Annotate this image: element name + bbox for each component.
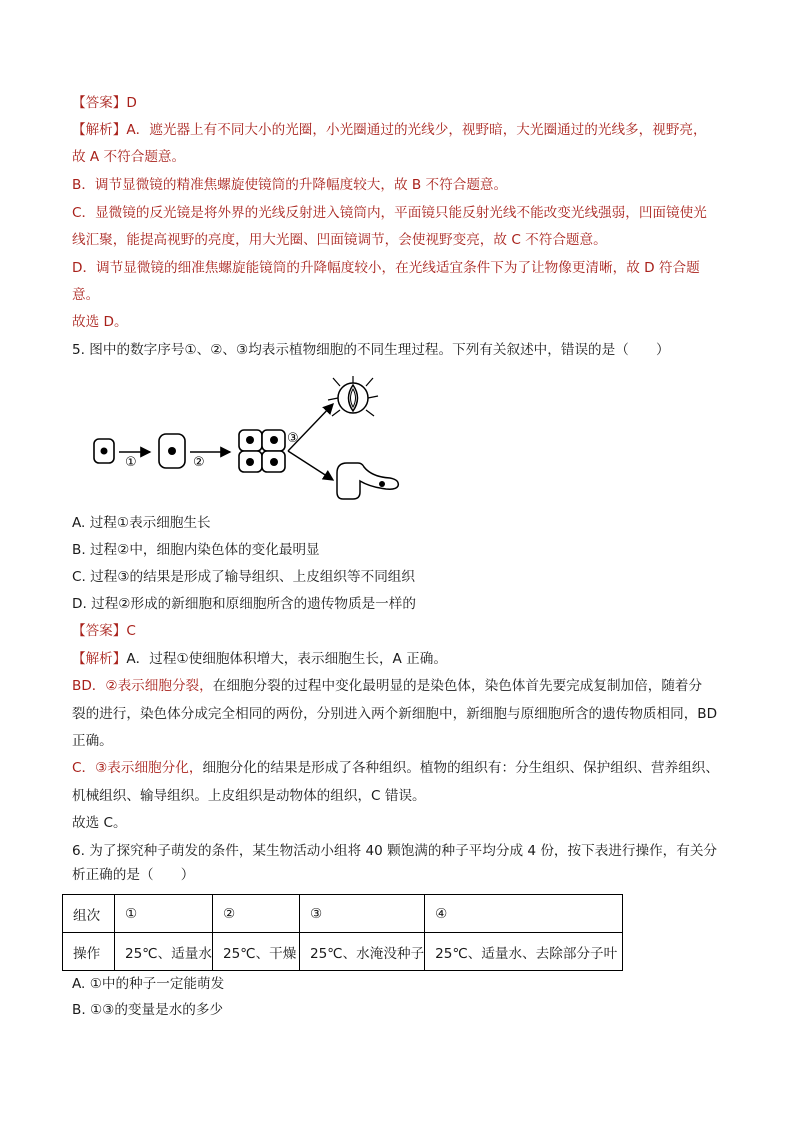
q5-analysis-line-1 bbox=[72, 650, 447, 668]
q4-analysis-line-3: B．调节显微镜的精准焦螺旋使镜筒的升降幅度较大，故 B 不符合题意。 bbox=[72, 177, 508, 193]
table-cell: ④ bbox=[425, 895, 623, 933]
table-cell: ③ bbox=[300, 895, 425, 933]
stomata-cell bbox=[328, 376, 378, 416]
table-cell: 25℃、水淹没种子 bbox=[300, 933, 425, 971]
analysis-text: 在细胞分裂的过程中变化最明显的是染色体，染色体首先要完成复制加倍，随着分 bbox=[212, 678, 703, 694]
analysis-text: A．遮光器上有不同大小的光圈，小光圈通过的光线少，视野暗，大光圈通过的光线多，视野亮， bbox=[126, 122, 707, 138]
analysis-tag: 【解析】 bbox=[72, 651, 127, 667]
q5-option-c: C. 过程③的结果是形成了输导组织、上皮组织等不同组织 bbox=[72, 569, 415, 585]
arrow-3-down bbox=[288, 451, 333, 480]
q5-option-b: B. 过程②中，细胞内染色体的变化最明显 bbox=[72, 542, 320, 558]
q4-conclusion: 故选 D。 bbox=[72, 314, 128, 330]
table-cell: 25℃、适量水、去除部分子叶 bbox=[425, 933, 623, 971]
table-cell: 组次 bbox=[63, 895, 115, 933]
analysis-text: A．过程①使细胞体积增大，表示细胞生长，A 正确。 bbox=[126, 651, 447, 667]
q5-stem: 5. 图中的数字序号①、②、③均表示植物细胞的不同生理过程。下列有关叙述中，错误的是（ ） bbox=[72, 342, 670, 358]
q6-stem-line-1: 6. 为了探究种子萌发的条件，某生物活动小组将 40 颗饱满的种子平均分成 4 份，按下表进行操作，有关分 bbox=[72, 843, 718, 859]
q5-analysis-line-3: 裂的进行，染色体分成完全相同的两份，分别进入两个新细胞中，新细胞与原细胞所含的遗传物质相同，BD bbox=[72, 706, 718, 722]
q4-analysis-line-4: C．显微镜的反光镜是将外界的光线反射进入镜筒内，平面镜只能反射光线不能改变光线强弱，凹面镜使光 bbox=[72, 205, 707, 221]
q5-analysis-line-4: 正确。 bbox=[72, 733, 113, 749]
analysis-text-red: BD．②表示细胞分裂， bbox=[72, 678, 213, 694]
q5-analysis-line-6: 机械组织、输导组织。上皮组织是动物体的组织，C 错误。 bbox=[72, 788, 426, 804]
q4-answer: 【答案】D bbox=[72, 95, 137, 111]
label-process-3: ③ bbox=[287, 431, 299, 446]
table-row bbox=[63, 933, 623, 971]
root-hair-cell bbox=[337, 463, 398, 499]
q4-analysis-line-5: 线汇聚，能提高视野的亮度，用大光圈、凹面镜调节，会使视野变亮，故 C 不符合题意。 bbox=[72, 232, 607, 248]
table-cell: ① bbox=[115, 895, 213, 933]
label-process-2: ② bbox=[193, 455, 205, 470]
q6-option-a: A. ①中的种子一定能萌发 bbox=[72, 976, 225, 992]
q4-analysis-line-7: 意。 bbox=[72, 287, 100, 303]
q6-option-b: B. ①③的变量是水的多少 bbox=[72, 1002, 224, 1018]
q6-stem-line-2: 析正确的是（ ） bbox=[72, 867, 195, 883]
analysis-text: 细胞分化的结果是形成了各种组织。植物的组织有：分生组织、保护组织、营养组织、 bbox=[202, 760, 719, 776]
table-row bbox=[63, 895, 623, 933]
q5-conclusion: 故选 C。 bbox=[72, 815, 127, 831]
q5-answer: 【答案】C bbox=[72, 623, 136, 639]
q5-analysis-line-2 bbox=[72, 677, 702, 695]
q5-analysis-line-5 bbox=[72, 759, 719, 777]
table-cell: 操作 bbox=[63, 933, 115, 971]
label-process-1: ① bbox=[125, 455, 137, 470]
table-cell: 25℃、适量水 bbox=[115, 933, 213, 971]
q5-option-a: A. 过程①表示细胞生长 bbox=[72, 515, 211, 531]
analysis-text-red: C．③表示细胞分化， bbox=[72, 760, 203, 776]
divided-cells bbox=[239, 430, 285, 472]
nucleus bbox=[101, 448, 108, 455]
q5-option-d: D. 过程②形成的新细胞和原细胞所含的遗传物质是一样的 bbox=[72, 596, 416, 612]
table-cell: ② bbox=[213, 895, 300, 933]
q4-analysis-line-2: 故 A 不符合题意。 bbox=[72, 149, 186, 165]
arrow-3-up bbox=[288, 404, 333, 451]
table-cell: 25℃、干燥 bbox=[213, 933, 300, 971]
experiment-table bbox=[62, 894, 623, 971]
nucleus bbox=[168, 447, 176, 455]
analysis-tag: 【解析】 bbox=[72, 122, 127, 138]
q4-analysis-line-6: D．调节显微镜的细准焦螺旋能镜筒的升降幅度较小，在光线适宜条件下为了让物像更清晰，故 D 符合题 bbox=[72, 260, 700, 276]
